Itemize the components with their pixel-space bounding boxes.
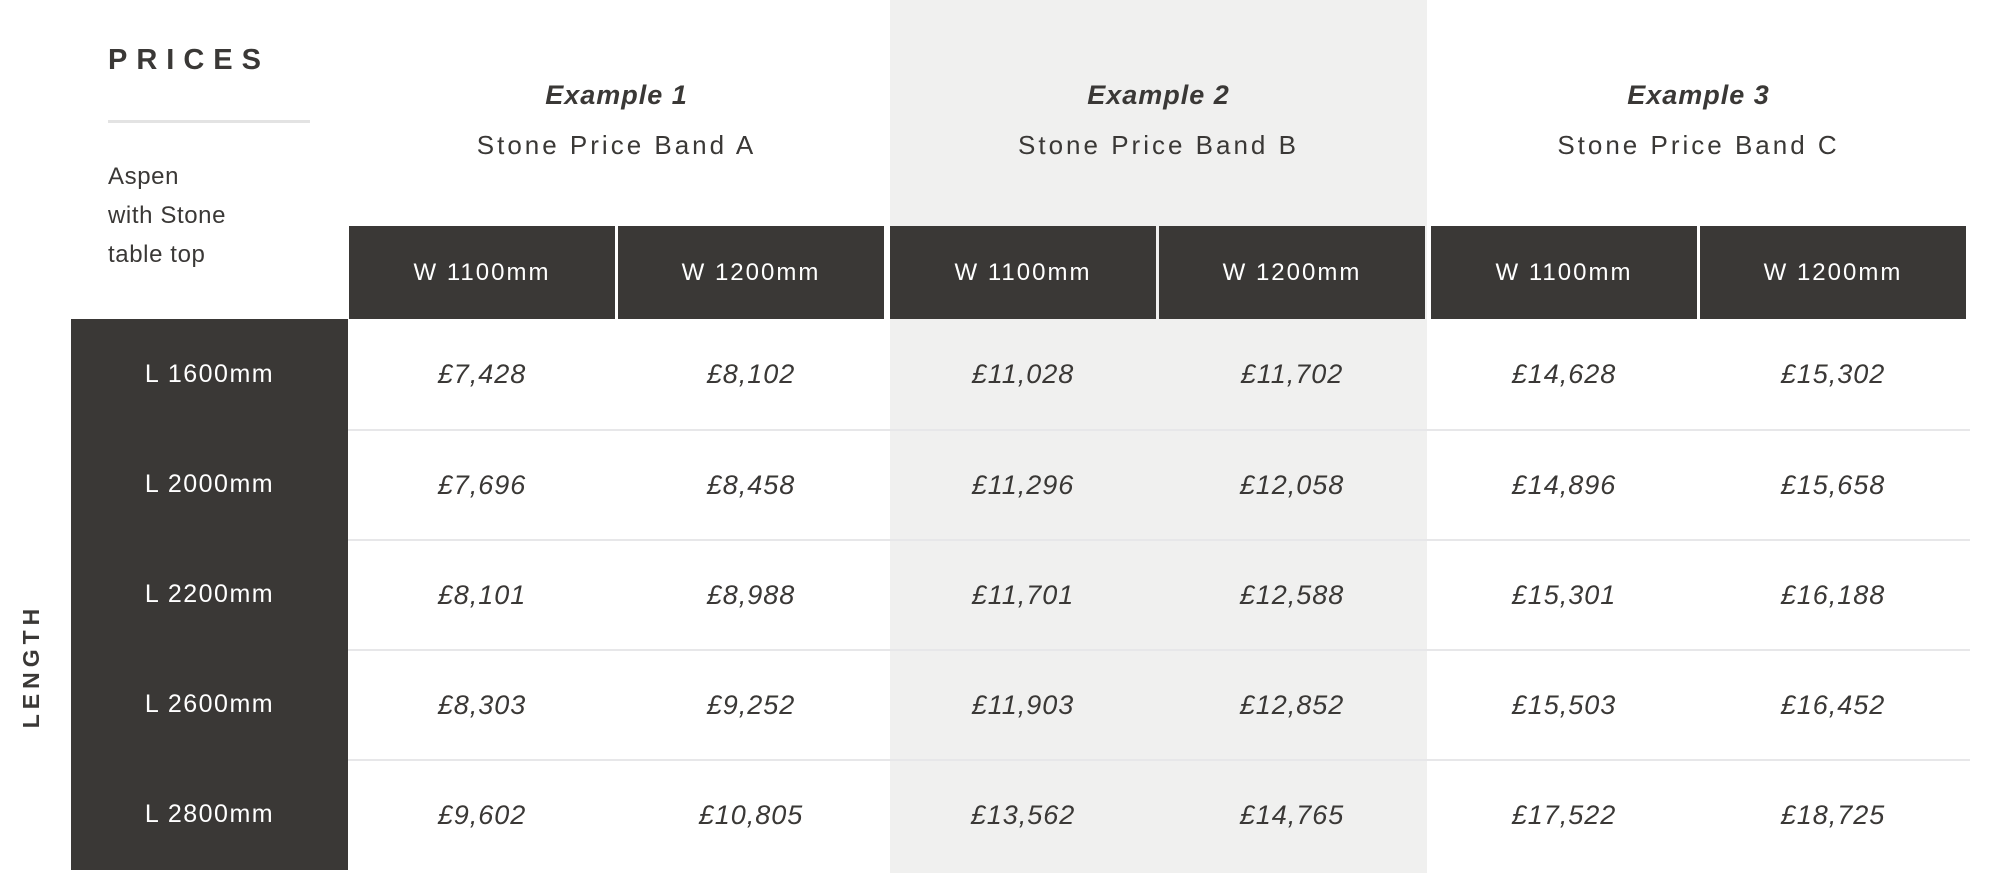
price-cell: £8,988: [706, 579, 796, 610]
band-label: Stone Price Band A: [476, 130, 757, 160]
table-row: [71, 539, 1970, 649]
row-cells: [348, 429, 1970, 539]
product-name-line: Aspen: [108, 163, 180, 190]
example-label: Example 2: [1087, 80, 1230, 110]
width-header-cell: W 1200mm: [618, 226, 884, 319]
row-label: L 1600mm: [71, 319, 348, 429]
price-cell: £7,696: [437, 469, 527, 500]
price-cell: £10,805: [698, 800, 804, 830]
group-heading-example-3: [1431, 76, 1966, 163]
row-cells: [348, 649, 1970, 759]
price-cell: £14,896: [1511, 469, 1617, 500]
row-cells: [348, 319, 1970, 429]
example-label: Example 3: [1627, 80, 1770, 110]
title-underline: [108, 120, 310, 123]
group-heading-example-1: [349, 76, 884, 163]
table-row: [71, 319, 1970, 429]
length-axis-label: LENGTH: [18, 603, 44, 729]
price-cell: £11,702: [1240, 358, 1344, 389]
price-cell: £13,562: [970, 800, 1076, 830]
width-header-cell: W 1100mm: [890, 226, 1156, 319]
price-cell: £9,252: [706, 689, 796, 720]
price-table: [71, 226, 1970, 870]
price-cell: £14,765: [1239, 800, 1345, 830]
width-header-row: [71, 226, 1970, 319]
page-title: PRICES: [108, 44, 270, 76]
price-cell: £16,452: [1780, 689, 1886, 720]
row-label: L 2200mm: [71, 539, 348, 649]
price-cell: £15,658: [1780, 469, 1886, 500]
price-cell: £18,725: [1780, 800, 1886, 830]
table-row: [71, 429, 1970, 539]
price-cell: £14,628: [1511, 358, 1617, 389]
row-cells: [348, 539, 1970, 649]
width-header-cell: W 1200mm: [1700, 226, 1966, 319]
price-cell: £7,428: [437, 358, 527, 389]
row-label: L 2000mm: [71, 429, 348, 539]
price-cell: £11,028: [971, 358, 1075, 389]
price-cell: £9,602: [437, 800, 527, 830]
example-label: Example 1: [545, 80, 688, 110]
price-cell: £15,503: [1511, 689, 1617, 720]
width-header-cell: W 1100mm: [349, 226, 615, 319]
row-label: L 2800mm: [71, 759, 348, 870]
table-row: [71, 649, 1970, 759]
row-label: L 2600mm: [71, 649, 348, 759]
price-cell: £12,852: [1239, 689, 1345, 720]
price-cell: £15,301: [1511, 579, 1617, 610]
price-cell: £16,188: [1780, 579, 1886, 610]
product-name-line: with Stone: [108, 202, 227, 229]
price-cell: £8,458: [706, 469, 796, 500]
price-cell: £12,588: [1239, 579, 1345, 610]
group-heading-example-2: [890, 76, 1427, 163]
width-header-cell: W 1100mm: [1431, 226, 1697, 319]
price-cell: £11,296: [971, 469, 1075, 500]
price-cell: £11,903: [971, 689, 1075, 720]
price-cell: £8,303: [437, 689, 527, 720]
table-row: [71, 759, 1970, 870]
band-label: Stone Price Band B: [1018, 130, 1299, 160]
product-name-line: table top: [108, 241, 206, 268]
price-cell: £12,058: [1239, 469, 1345, 500]
band-label: Stone Price Band C: [1557, 130, 1840, 160]
width-header-cells: [348, 226, 1970, 319]
price-cell: £17,522: [1511, 800, 1617, 830]
row-cells: [348, 759, 1970, 870]
width-header-cell: W 1200mm: [1159, 226, 1425, 319]
header-spacer: [71, 226, 348, 319]
price-cell: £11,701: [971, 579, 1075, 610]
price-cell: £8,102: [706, 358, 796, 389]
price-cell: £8,101: [437, 579, 527, 610]
price-cell: £15,302: [1780, 358, 1886, 389]
